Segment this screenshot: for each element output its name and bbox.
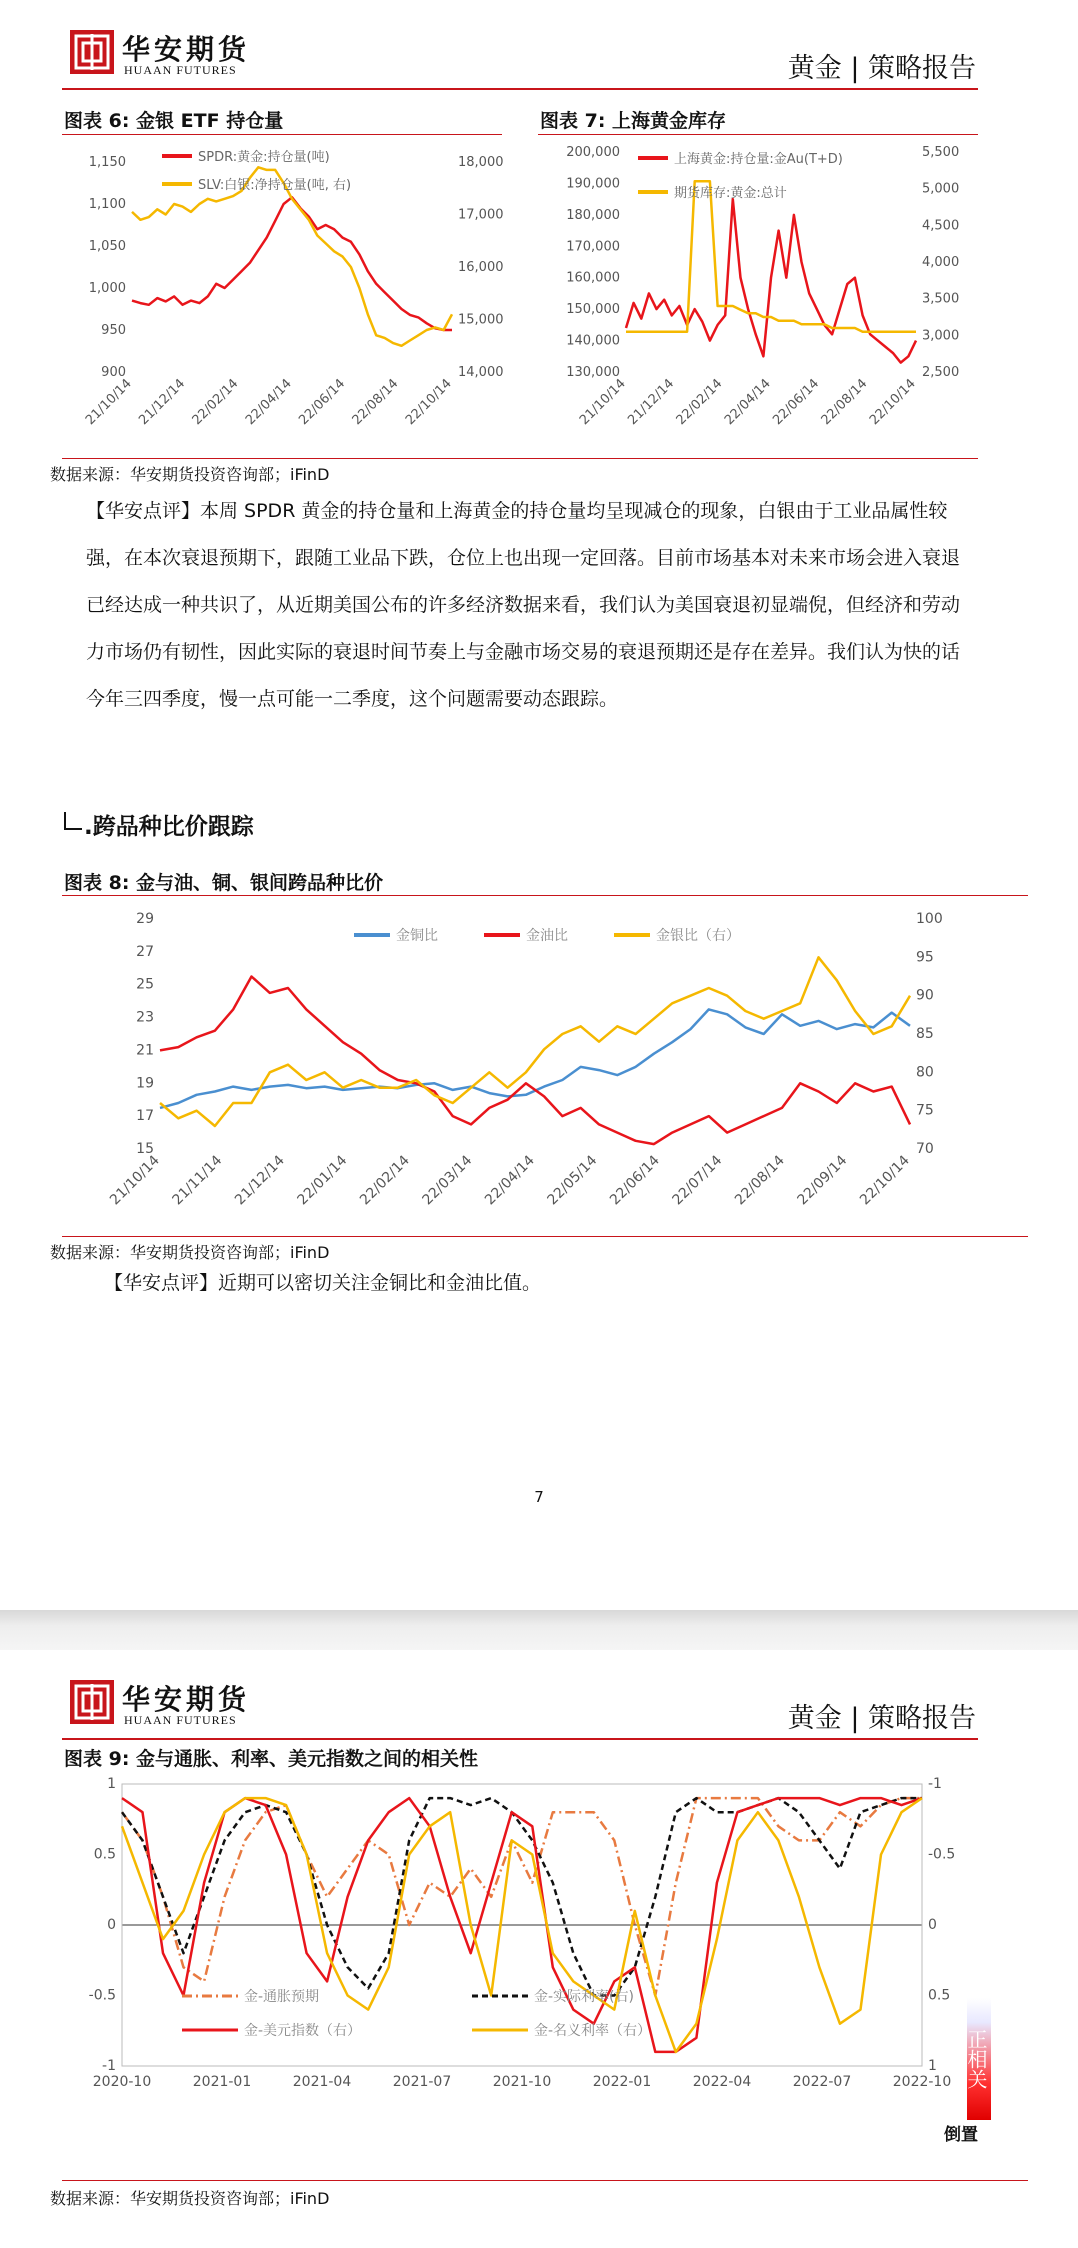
y-right-tick-label: 2,500: [922, 365, 960, 380]
x-tick-label: 2021-01: [192, 2074, 252, 2090]
series-line-0: [132, 197, 452, 330]
data-source-3: 数据来源：华安期货投资咨询部；iFinD: [50, 2189, 330, 2208]
legend-label: 金-名义利率（右）: [534, 2023, 652, 2039]
y-left-tick-label: 17: [136, 1108, 154, 1125]
x-tick-label: 22/07/14: [669, 1152, 726, 1209]
series-line-0: [626, 199, 916, 363]
fig9-chart: [62, 1768, 982, 2128]
x-tick-label: 2021-04: [292, 2074, 352, 2090]
x-tick-label: 22/04/14: [721, 376, 774, 429]
report-page-8: [0, 1650, 1078, 2248]
y-left-tick-label: 0: [107, 1917, 116, 1933]
data-source-1: 数据来源：华安期货投资咨询部；iFinD: [50, 465, 330, 484]
y-right-tick-label: 70: [916, 1141, 934, 1157]
series-line-1: [122, 1798, 922, 1995]
report-category: 黄金 | 策略报告: [787, 53, 976, 84]
report-category-2: 黄金 | 策略报告: [787, 1703, 976, 1734]
x-tick-label: 22/10/14: [402, 376, 455, 429]
y-left-tick-label: 950: [101, 323, 126, 338]
x-tick-label: 22/02/14: [189, 376, 242, 429]
y-right-tick-label: 0: [928, 1917, 937, 1933]
y-left-tick-label: -1: [102, 2058, 116, 2074]
page-number: 7: [534, 1488, 544, 1506]
y-left-tick-label: 1,000: [88, 281, 126, 296]
y-right-tick-label: 90: [916, 987, 934, 1004]
x-tick-label: 22/04/14: [242, 376, 295, 429]
page-header: [0, 0, 1078, 95]
fig9-title: 图表 9: 金与通胀、利率、美元指数之间的相关性: [64, 1748, 479, 1770]
page-gap: [0, 1610, 1078, 1650]
y-left-tick-label: 25: [136, 976, 154, 993]
fig9-bottom-rule: [62, 2180, 1028, 2181]
y-right-tick-label: 18,000: [458, 155, 504, 170]
y-left-tick-label: -0.5: [88, 1987, 116, 2004]
y-left-tick-label: 21: [136, 1042, 154, 1059]
commentary-2: 【华安点评】近期可以密切关注金铜比和金油比值。: [104, 1272, 542, 1294]
fig6-title: 图表 6: 金银 ETF 持仓量: [64, 110, 284, 132]
y-right-tick-label: 5,500: [922, 145, 960, 160]
legend-label: 金铜比: [396, 928, 438, 944]
y-left-tick-label: 1: [107, 1776, 116, 1792]
y-right-tick-label: 5,000: [922, 181, 960, 197]
x-tick-label: 21/10/14: [82, 376, 135, 429]
series-line-0: [160, 1009, 910, 1108]
x-tick-label: 2021-07: [392, 2074, 452, 2090]
x-tick-label: 22/06/14: [770, 376, 823, 429]
fig6-top-rule: [62, 134, 502, 135]
x-tick-label: 21/10/14: [576, 376, 629, 429]
y-right-tick-label: 0.5: [928, 1987, 951, 2004]
header-rule-2: [62, 1738, 978, 1740]
logo-english-name-2: HUAAN FUTURES: [124, 1713, 237, 1727]
x-tick-label: 22/08/14: [818, 376, 871, 429]
series-line-2: [160, 957, 910, 1126]
y-left-tick-label: 1,150: [88, 155, 126, 170]
x-tick-label: 2020-10: [92, 2074, 152, 2090]
x-tick-label: 22/08/14: [349, 376, 402, 429]
y-left-tick-label: 150,000: [566, 302, 620, 318]
x-tick-label: 21/11/14: [169, 1152, 226, 1209]
commentary-1: 【华安点评】本周 SPDR 黄金的持仓量和上海黄金的持仓量均呈现减仓的现象，白银由于工业品属性较强，在本次衰退预期下，跟随工业品下跌，仓位上也出现一定回落。目前市场基本对未来市场会进入衰退已经达成一种共识了，从近期美国公布的许多经济数据来看，我们认为美国衰退初显端倪，但经济和劳动力市场仍有韧性，因此实际的衰退时间节奏上与金融市场交易的衰退预期还是存在差异。我们认为快的话今年三四季度，慢一点可能一二季度，这个问题需要动态跟踪。: [86, 500, 961, 710]
y-right-tick-label: 3,000: [922, 328, 960, 344]
y-left-tick-label: 19: [136, 1075, 154, 1092]
legend-label: SPDR:黄金:持仓量(吨): [198, 150, 330, 165]
logo-english-name: HUAAN FUTURES: [124, 63, 237, 77]
x-tick-label: 21/10/14: [107, 1152, 163, 1209]
y-right-tick-label: 100: [916, 911, 943, 927]
y-left-tick-label: 190,000: [566, 176, 620, 192]
y-left-tick-label: 1,050: [88, 239, 126, 254]
y-right-tick-label: 75: [916, 1102, 934, 1119]
x-tick-label: 22/08/14: [732, 1152, 788, 1209]
y-right-tick-label: 16,000: [458, 260, 504, 275]
x-tick-label: 2022-04: [692, 2074, 752, 2090]
legend-label: 期货库存:黄金:总计: [674, 186, 787, 201]
x-tick-label: 22/01/14: [294, 1152, 351, 1209]
logo-chinese-name: 华安期货: [122, 33, 251, 66]
y-right-tick-label: -1: [928, 1776, 942, 1792]
y-right-tick-label: 15,000: [458, 312, 504, 328]
x-tick-label: 22/06/14: [607, 1152, 663, 1209]
side-label-char-1: 正: [964, 2029, 988, 2049]
y-left-tick-label: 130,000: [566, 365, 620, 380]
y-right-tick-label: 80: [916, 1064, 934, 1081]
legend-label: 金-实际利率(右): [534, 1989, 634, 2005]
fig8-chart: [107, 897, 950, 1234]
y-left-tick-label: 180,000: [566, 207, 620, 223]
logo-chinese-name-2: 华安期货: [122, 1683, 251, 1716]
y-right-tick-label: 1: [928, 2058, 937, 2074]
y-left-tick-label: 29: [136, 911, 154, 927]
fig7-top-rule: [538, 134, 978, 135]
x-tick-label: 21/12/14: [136, 376, 189, 429]
fig6-chart: [62, 136, 502, 456]
y-left-tick-label: 15: [136, 1141, 154, 1157]
x-tick-label: 22/09/14: [794, 1152, 851, 1209]
legend-label: 金-通胀预期: [244, 1989, 320, 2005]
series-line-1: [132, 167, 452, 345]
page-header-2: [0, 1650, 1078, 1745]
x-tick-label: 2022-10: [892, 2074, 952, 2090]
x-tick-label: 22/04/14: [482, 1152, 538, 1209]
y-left-tick-label: 140,000: [566, 333, 620, 349]
section-title: .跨品种比价跟踪: [84, 814, 254, 840]
fig8-title: 图表 8: 金与油、铜、银间跨品种比价: [64, 872, 384, 894]
x-tick-label: 22/02/14: [357, 1152, 413, 1209]
x-tick-label: 2021-10: [492, 2074, 552, 2090]
company-logo-mark-2: [70, 1680, 114, 1724]
section-marker: [64, 812, 82, 830]
correlation-side-label: [964, 1998, 991, 2120]
data-source-2: 数据来源：华安期货投资咨询部；iFinD: [50, 1243, 330, 1262]
y-right-tick-label: 14,000: [458, 365, 504, 380]
side-label-char-2: 相: [964, 2049, 988, 2069]
series-line-0: [122, 1798, 922, 1995]
header-rule: [62, 88, 978, 90]
side-label-char-3: 关: [964, 2069, 988, 2089]
y-right-tick-label: 85: [916, 1026, 934, 1042]
y-right-tick-label: 4,500: [922, 218, 960, 234]
y-left-tick-label: 200,000: [566, 145, 620, 160]
x-tick-label: 22/02/14: [673, 376, 726, 429]
x-tick-label: 2022-01: [592, 2074, 652, 2090]
y-left-tick-label: 0.5: [93, 1846, 116, 1863]
y-right-tick-label: 17,000: [458, 207, 504, 223]
y-left-tick-label: 900: [101, 365, 126, 380]
y-right-tick-label: 4,000: [922, 255, 960, 270]
fig8-top-rule: [62, 895, 1028, 896]
legend-label: 金-美元指数（右）: [244, 2023, 362, 2039]
x-tick-label: 2022-07: [792, 2074, 852, 2090]
company-logo-mark: [70, 30, 114, 74]
y-right-tick-label: -0.5: [928, 1846, 956, 1863]
legend-label: SLV:白银:净持仓量(吨, 右): [198, 178, 352, 193]
legend-label: 上海黄金:持仓量:金Au(T+D): [674, 152, 843, 167]
fig8-bottom-rule: [62, 1236, 1028, 1237]
y-right-tick-label: 95: [916, 949, 934, 966]
x-tick-label: 21/12/14: [232, 1152, 288, 1209]
y-left-tick-label: 160,000: [566, 270, 620, 286]
x-tick-label: 22/10/14: [866, 376, 919, 429]
y-left-tick-label: 170,000: [566, 239, 620, 255]
x-tick-label: 22/05/14: [544, 1152, 601, 1209]
y-right-tick-label: 3,500: [922, 291, 960, 307]
y-left-tick-label: 27: [136, 943, 154, 960]
x-tick-label: 22/06/14: [296, 376, 349, 429]
x-tick-label: 22/03/14: [419, 1152, 476, 1209]
y-left-tick-label: 23: [136, 1009, 154, 1026]
y-left-tick-label: 1,100: [88, 197, 126, 212]
side-label-bottom: 倒置: [944, 2125, 978, 2145]
fig7-title: 图表 7: 上海黄金库存: [540, 110, 727, 132]
fig7-chart: [538, 136, 978, 456]
legend-label: 金银比（右）: [656, 928, 740, 944]
x-tick-label: 22/10/14: [857, 1152, 913, 1209]
legend-label: 金油比: [526, 928, 568, 944]
x-tick-label: 21/12/14: [625, 376, 678, 429]
fig6-7-bottom-rule: [62, 458, 978, 459]
